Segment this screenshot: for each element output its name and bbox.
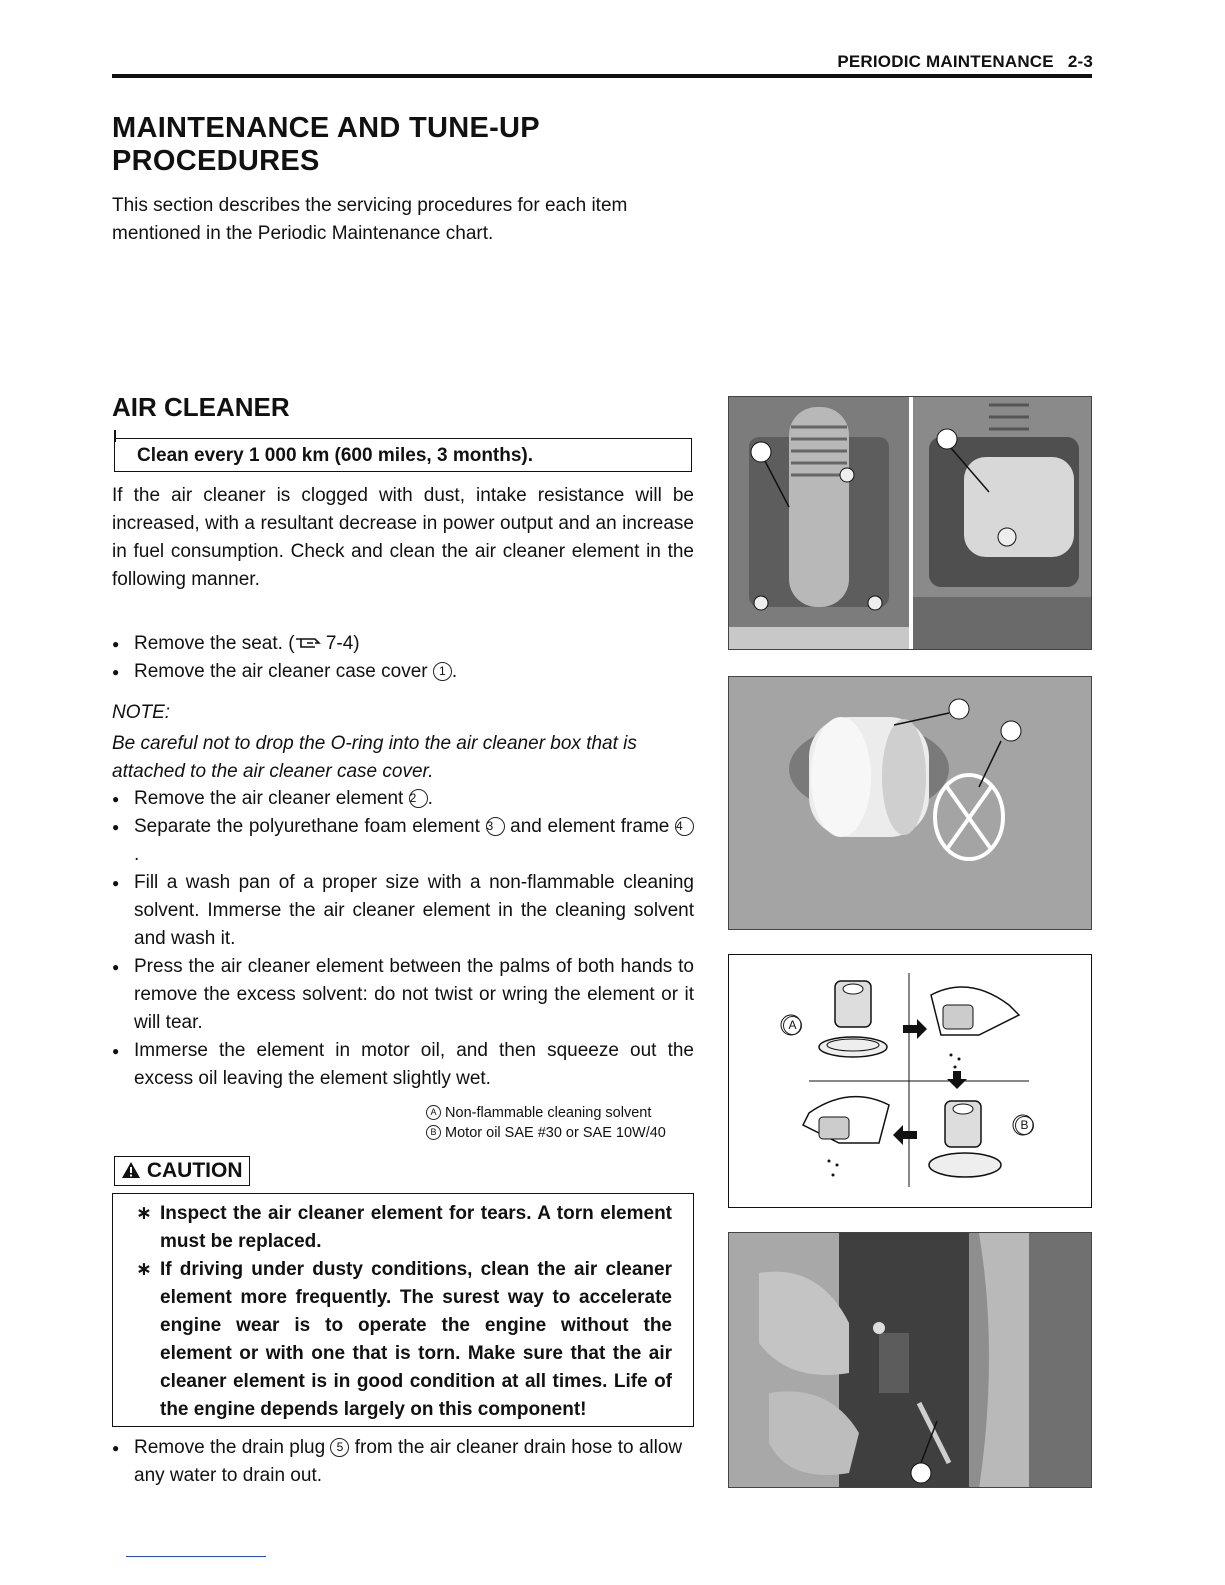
foam-element-photo — [728, 676, 1092, 930]
page-title-line-2: PROCEDURES — [112, 145, 320, 177]
book-reference-icon — [295, 636, 321, 650]
callout-marker: 1 — [433, 662, 452, 681]
step-text: and element frame — [504, 816, 676, 837]
list-item — [112, 1434, 694, 1490]
air-cleaner-case-photo — [728, 396, 1092, 650]
callout-marker: 3 — [486, 817, 505, 836]
callout-marker: 2 — [409, 789, 428, 808]
steps-list-a — [112, 630, 694, 686]
period: . — [451, 661, 458, 682]
list-item: ● Fill a wash pan of a proper size with a non-flammable cleaning solvent. Immerse the air cleaner element in the cleaning solvent and wash it. — [112, 869, 694, 953]
list-item: ● Press the air cleaner element between the palms of both hands to remove the excess solvent: do not twist or wring the element or it will tear. — [112, 953, 694, 1037]
cleaning-procedure-diagram — [728, 954, 1092, 1208]
callout-marker: A — [426, 1105, 441, 1120]
period: . — [427, 788, 433, 809]
air-cleaner-case-illustration — [729, 397, 1092, 650]
list-item — [112, 630, 694, 658]
callout-marker-b: B — [1015, 1116, 1034, 1135]
step-text: Remove the air cleaner element — [134, 788, 409, 809]
list-item — [112, 658, 694, 686]
legend-item-a — [426, 1103, 666, 1123]
steps-list-c — [112, 1434, 694, 1490]
step-text: Remove the seat. ( — [134, 633, 295, 654]
list-item — [112, 813, 694, 869]
legend-text: Motor oil SAE #30 or SAE 10W/40 — [445, 1125, 666, 1141]
cleaning-diagram-illustration — [729, 955, 1090, 1206]
running-head — [837, 52, 1093, 72]
legend-text: Non-flammable cleaning solvent — [445, 1105, 652, 1121]
caution-list — [136, 1200, 672, 1424]
caution-item-text: Inspect the air cleaner element for tears. A torn element must be replaced. — [160, 1203, 672, 1252]
list-item — [112, 785, 694, 813]
list-item: ● Immerse the element in motor oil, and then squeeze out the excess oil leaving the element slightly wet. — [112, 1037, 694, 1093]
legend-item-b — [426, 1123, 666, 1143]
page-title-line-1: MAINTENANCE AND TUNE-UP — [112, 112, 540, 144]
page-title — [112, 112, 540, 178]
callout-marker-a: A — [783, 1016, 802, 1035]
note-text: Be careful not to drop the O-ring into the air cleaner box that is attached to the air cleaner case cover. — [112, 733, 637, 782]
page-number: 2-3 — [1067, 52, 1093, 71]
steps-list-b — [112, 785, 694, 1093]
caution-label — [114, 1156, 250, 1186]
header-rule — [112, 74, 1092, 78]
step-text: Remove the drain plug — [134, 1437, 331, 1458]
foam-element-illustration — [729, 677, 1092, 930]
step-text: from the air cleaner drain hose to allow any water to drain out. — [134, 1437, 683, 1486]
footer-line — [126, 1556, 266, 1557]
figure-legend — [426, 1103, 666, 1143]
drain-plug-photo — [728, 1232, 1092, 1488]
caution-item-text: If driving under dusty conditions, clean the air cleaner element more frequently. The surest way to accelerate engine wear is to operate the engine without the element or with one that is torn. Make sure that the air cleaner element is in good condition at all times. Life of the engine depends largely on this component! — [160, 1259, 672, 1420]
air-cleaner-intro-paragraph: If the air cleaner is clogged with dust, intake resistance will be increased, with a resultant decrease in power output and an increase in fuel consumption. Check and clean the air cleaner element in the following manner. — [112, 485, 694, 590]
asterisk-icon: ∗ — [136, 1203, 152, 1224]
caution-item — [136, 1200, 672, 1256]
step-reference: 7-4) — [325, 633, 360, 654]
service-interval-box: Clean every 1 000 km (600 miles, 3 months). — [114, 438, 692, 472]
period: . — [134, 844, 140, 865]
running-head-section: PERIODIC MAINTENANCE — [837, 52, 1054, 71]
section-heading: AIR CLEANER — [112, 392, 290, 422]
step-text: Remove the air cleaner case cover — [134, 661, 433, 682]
warning-triangle-icon — [121, 1161, 141, 1179]
intro-paragraph: This section describes the servicing procedures for each item mentioned in the Periodic Maintenance chart. — [112, 195, 628, 244]
caution-item — [136, 1256, 672, 1424]
step-text: Separate the polyurethane foam element — [134, 816, 486, 837]
asterisk-icon: ∗ — [136, 1259, 152, 1280]
caution-text: CAUTION — [146, 1159, 243, 1182]
callout-marker: 5 — [330, 1438, 349, 1457]
note-label: NOTE: — [112, 702, 171, 723]
callout-marker: B — [426, 1125, 441, 1140]
callout-marker: 4 — [675, 817, 694, 836]
drain-plug-illustration — [729, 1233, 1092, 1488]
